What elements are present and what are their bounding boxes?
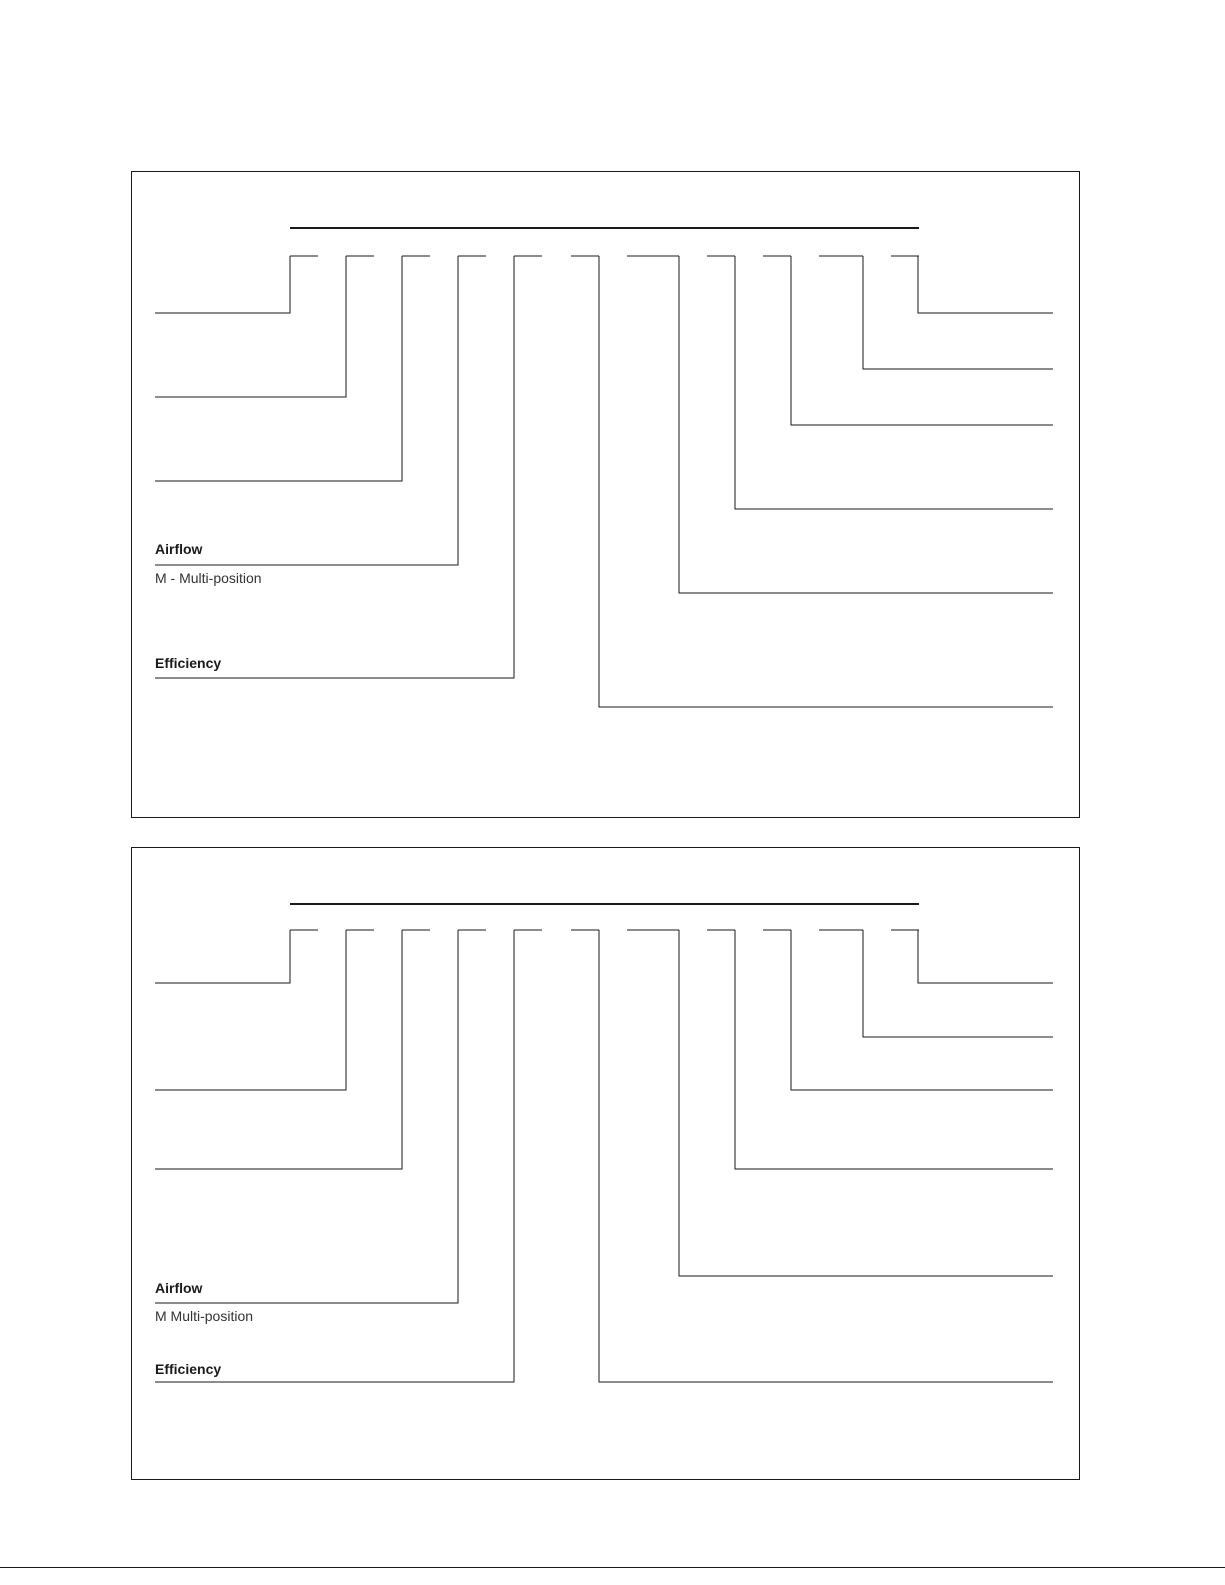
leader-line-8 <box>735 256 1053 509</box>
airflow-option: M - Multi-position <box>155 570 262 586</box>
efficiency-heading: Efficiency <box>155 1361 222 1377</box>
leader-line-9 <box>791 256 1053 425</box>
leader-line-1 <box>155 930 290 983</box>
airflow-heading: Airflow <box>155 541 203 557</box>
leader-line-8 <box>735 930 1053 1169</box>
leader-line-5 <box>155 256 514 678</box>
leader-lines-1 <box>132 172 1081 819</box>
model-number-diagram-2 <box>131 847 1080 1480</box>
leader-line-11 <box>918 256 1053 313</box>
leader-line-3 <box>155 256 402 481</box>
leader-line-1 <box>155 256 290 313</box>
leader-lines-2 <box>132 848 1081 1481</box>
page-footer-rule <box>0 1567 1225 1568</box>
airflow-heading: Airflow <box>155 1280 203 1296</box>
leader-line-4 <box>155 930 458 1303</box>
leader-line-9 <box>791 930 1053 1090</box>
leader-line-4 <box>155 256 458 565</box>
airflow-option: M Multi-position <box>155 1308 254 1324</box>
leader-line-6 <box>599 930 1053 1382</box>
leader-line-2 <box>155 930 346 1090</box>
leader-line-3 <box>155 930 402 1169</box>
leader-line-2 <box>155 256 346 397</box>
leader-line-6 <box>599 256 1053 707</box>
model-number-diagram-1 <box>131 171 1080 818</box>
leader-line-11 <box>918 930 1053 983</box>
efficiency-heading: Efficiency <box>155 655 222 671</box>
